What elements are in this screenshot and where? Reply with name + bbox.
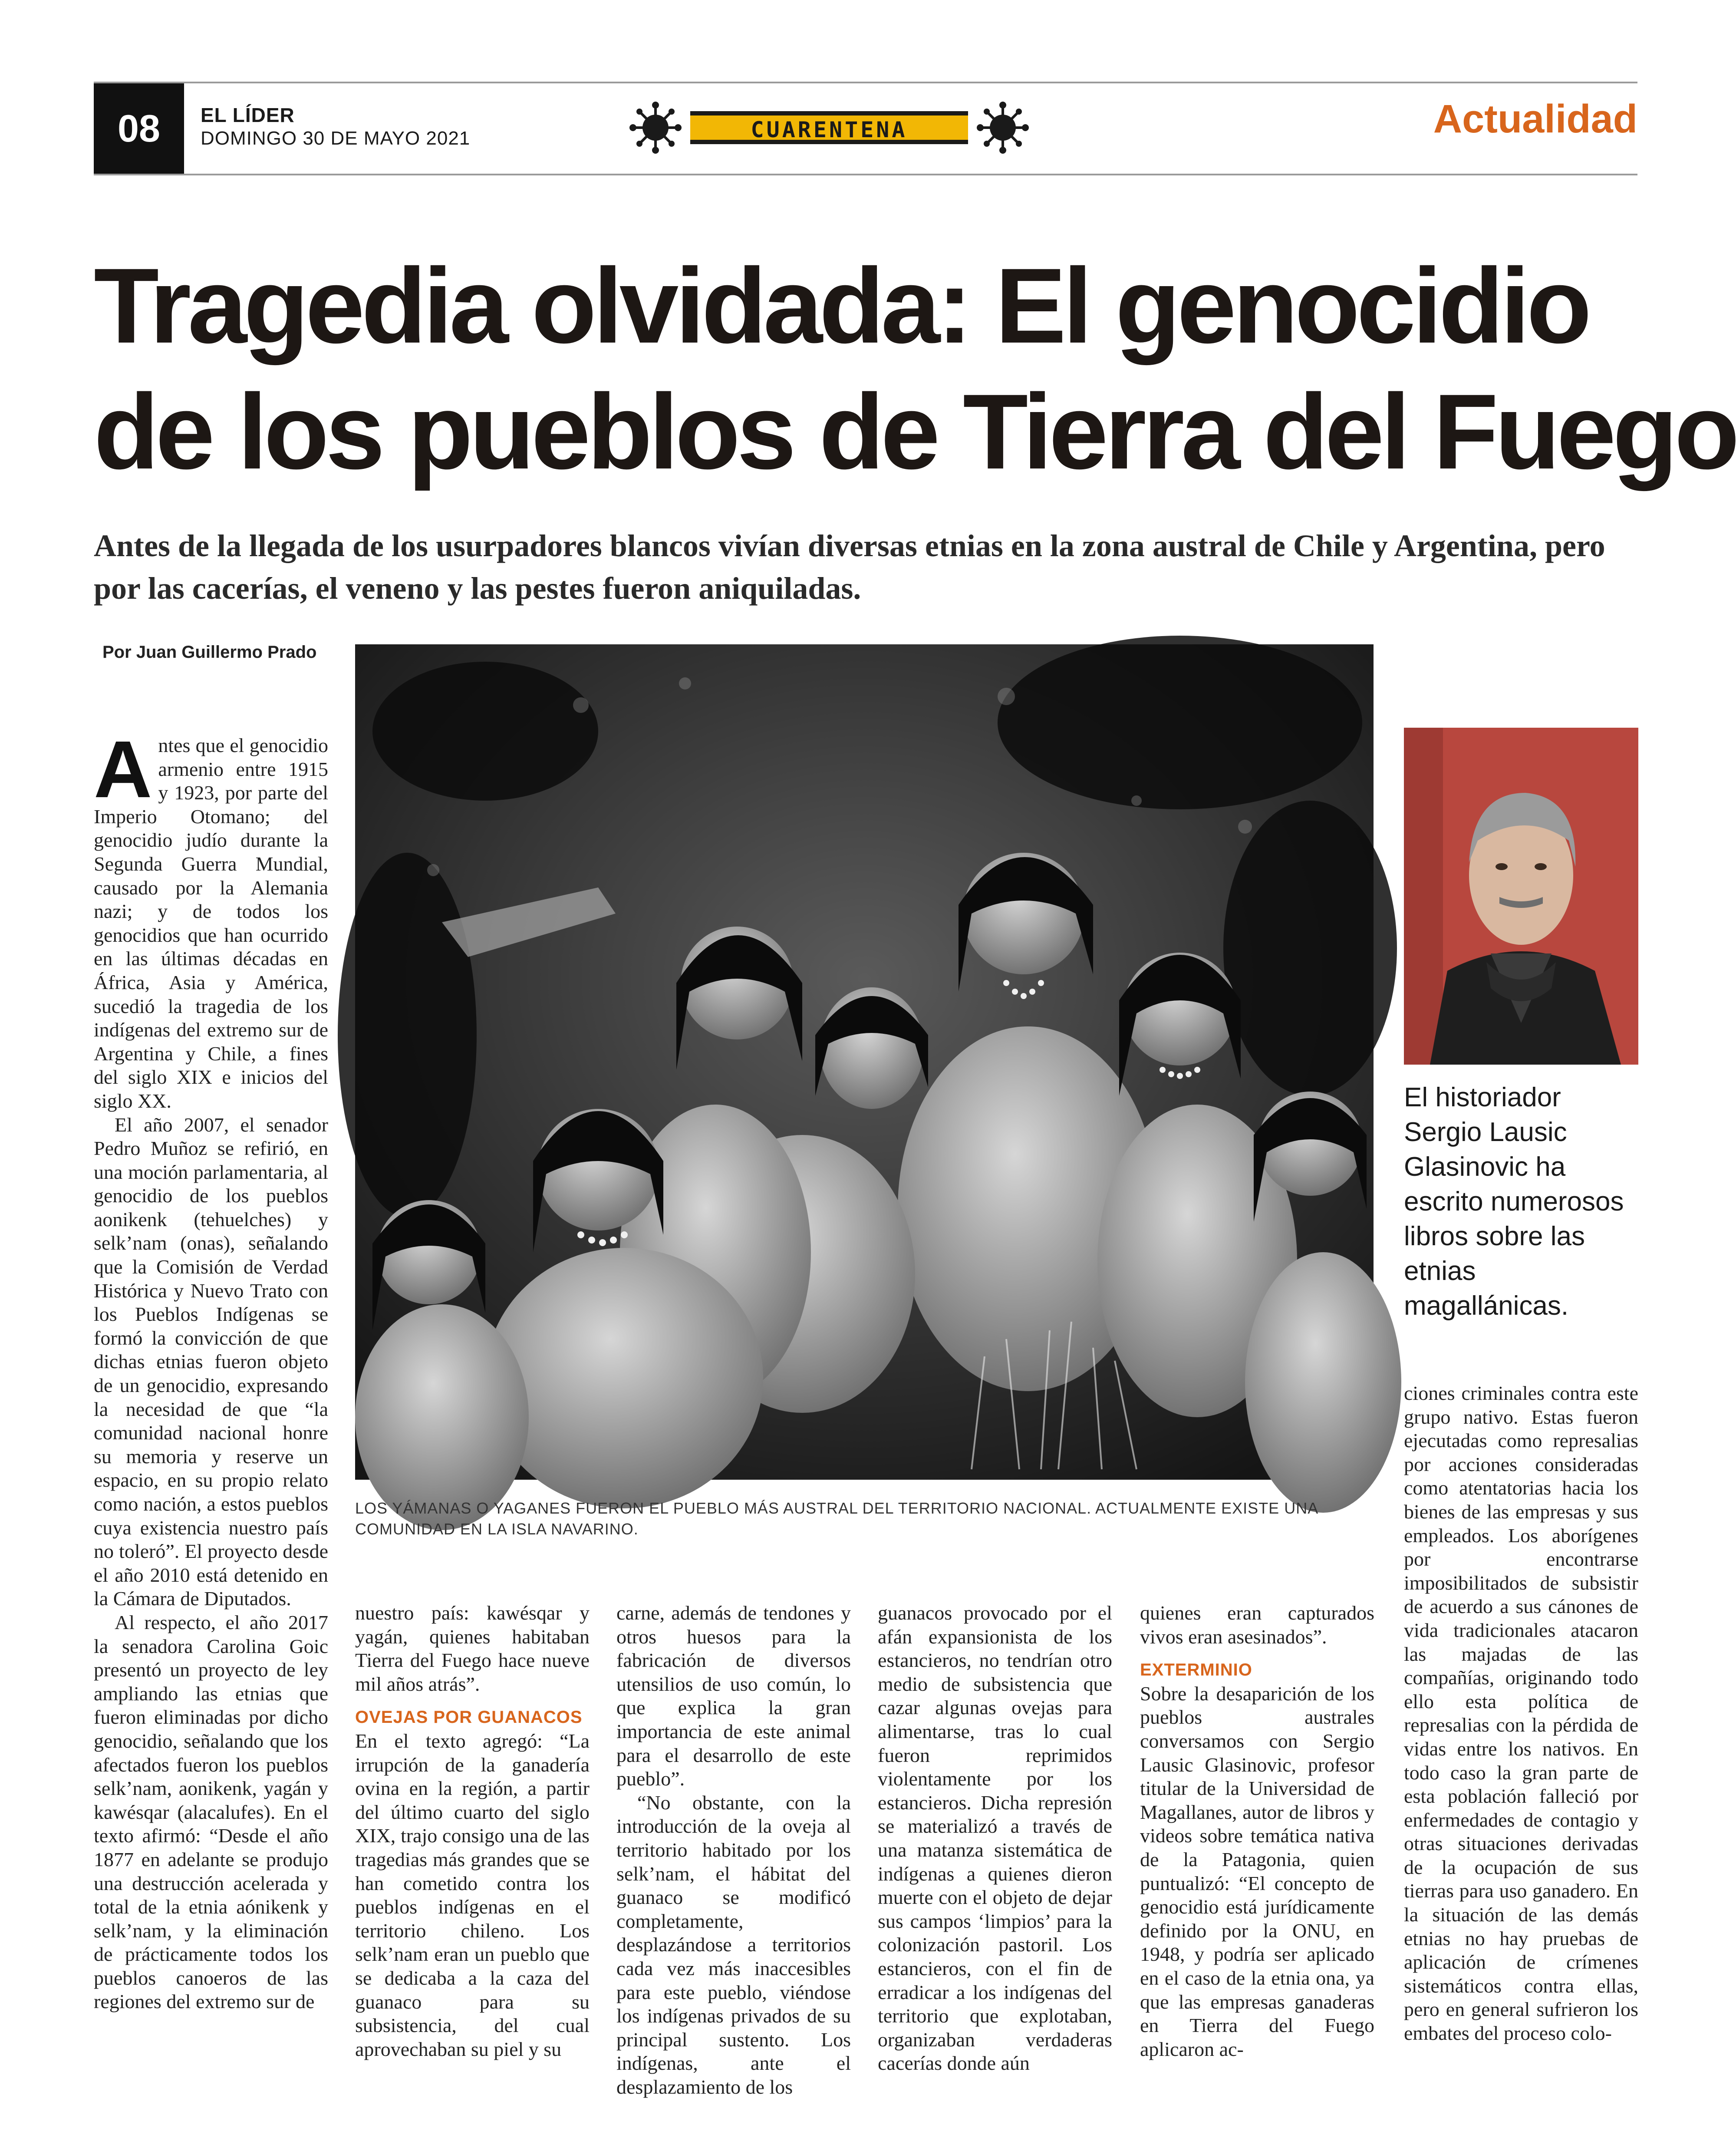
main-photo	[355, 644, 1374, 1480]
subheading-exterminio: EXTERMINIO	[1140, 1660, 1252, 1680]
col1-paragraph-3: Al respecto, el año 2017 la senadora Carolina Goic presentó un proyecto de ley ampliando las etnias que fueron eliminadas por dicho genocidio, señalando que los afectados fueron los pueblos selk’nam, aonikenk, yagán y kawésqar (alacalufes). En el texto afirmó: “Desde el año 1877 en adelante se produjo una destrucción acelerada y total de la etnia aónikenk y selk’nam, y la eliminación de prácticamente todos los pueblos canoeros de las regiones del extremo sur de	[94, 1611, 328, 2013]
article-column-4	[878, 1601, 1112, 2075]
col5-paragraph-2: Sobre la desaparición de los pueblos australes conversamos con Sergio Lausic Glasinovic, profesor titular de la Universidad de Magallanes, autor de libros y videos sobre temática nativa de la Patagonia, quien puntualizó: “El concepto de genocidio está jurídicamente definido por la ONU, en 1948, y podría ser aplicado en el caso de la etnia ona, ya que las empresas ganaderas en Tierra del Fuego aplicaron ac-	[1140, 1682, 1374, 2060]
article-column-3	[616, 1601, 851, 2098]
logo-text: CUARENTENA	[751, 117, 908, 142]
col6-paragraph-1: ciones criminales contra este grupo nativo. Estas fueron ejecutadas como represalias por acciones consideradas como atentatorias hacia los bienes de las empresas y sus empleados. Los aborígenes por encontrarse imposibilitados de subsistir de acuerdo a sus cánones de vida tradicionales atacaron las majadas de las compañías, originando todo ello esta política de represalias con la pérdida de vidas entre los nativos. En todo caso la gran parte de esta población falleció por enfermedades de contagio y otras situaciones derivadas de la ocupación de sus tierras para uso ganadero. En la situación de las demás etnias no hay pruebas de aplicación de crímenes sistemáticos contra ellas, pero en general sufrieron los embates del proceso colo-	[1404, 1382, 1638, 2045]
cuarentena-logo	[625, 97, 1033, 158]
article-headline	[94, 243, 1736, 495]
col5-paragraph-1: quienes eran capturados vivos eran asesinados”.	[1140, 1602, 1374, 1648]
byline: Por Juan Guillermo Prado	[102, 643, 317, 662]
article-column-2	[355, 1601, 590, 2060]
headline-line-2: de los pueblos de Tierra del Fuego	[94, 372, 1736, 491]
subheading-ovejas: OVEJAS POR GUANACOS	[355, 1708, 583, 1727]
section-label: Actualidad	[1433, 97, 1637, 141]
article-subheadline: Antes de la llegada de los usurpadores blancos vivían diversas etnias en la zona austral de Chile y Argentina, pero por las cacerías, el veneno y las pestes fueron aniquiladas.	[94, 528, 1605, 606]
col2-paragraph-2: En el texto agregó: “La irrupción de la ganadería ovina en la región, a partir del último cuarto del siglo XIX, trajo consigo una de las tragedias más grandes que se han cometido contra los pueblos indígenas en el territorio chileno. Los selk’nam eran un pueblo que se dedicaba a la caza del guanaco para su subsistencia, del cual aprovechaban su piel y su	[355, 1729, 590, 2060]
header-top-rule	[94, 82, 1637, 83]
col3-paragraph-1: carne, además de tendones y otros huesos para la fabricación de diversos utensilios de uso común, lo que explica la gran importancia de este animal para el desarrollo de este pueblo”.	[616, 1602, 851, 1790]
col2-paragraph-1: nuestro país: kawésqar y yagán, quienes habitaban Tierra del Fuego hace nueve mil años atrás”.	[355, 1602, 590, 1695]
yamana-group-photo	[355, 644, 1374, 1480]
portrait-image	[1404, 728, 1638, 1065]
col3-paragraph-2: “No obstante, con la introducción de la oveja al territorio habitado por los selk’nam, el hábitat del guanaco se modificó completamente, desplazándose a territorios cada vez más inaccesibles para este pueblo, viéndose los indígenas privados de su principal sustento. Los indígenas, ante el desplazamiento de los	[616, 1791, 851, 2098]
page-number: 08	[94, 83, 184, 174]
photo-caption: LOS YÁMANAS O YAGANES FUERON EL PUEBLO MÁS AUSTRAL DEL TERRITORIO NACIONAL. ACTUALMENTE EXISTE UNA COMUNIDAD EN LA ISLA NAVARINO.	[355, 1499, 1318, 1538]
headline-line-1: Tragedia olvidada: El genocidio	[94, 246, 1588, 366]
header-bottom-rule	[94, 174, 1637, 175]
historian-portrait	[1404, 728, 1638, 1065]
publication-date: DOMINGO 30 DE MAYO 2021	[201, 128, 471, 149]
col1-paragraph-1: ntes que el genocidio armenio entre 1915 y 1923, por parte del Imperio Otomano; del genocidio judío durante la Segunda Guerra Mundial, causado por la Alemania nazi; y de todos los genocidios que han ocurrido en las últimas décadas en África, Asia y América, sucedió la tragedia de los indígenas del extremo sur de Argentina y Chile, a fines del siglo XIX e inicios del siglo XX.	[94, 734, 328, 1112]
article-column-1	[94, 725, 328, 2054]
col4-paragraph-1: guanacos provocado por el afán expansionista de los estancieros, no tendrían otro medio de subsistencia que cazar algunas ovejas para alimentarse, tras lo cual fueron reprimidos violentamente por los estancieros. Dicha represión se materializó a través de una matanza sistemática de indígenas a quienes dieron muerte con el objeto de dejar sus campos ‘limpios’ para la colonización pastoril. Los estancieros, con el fin de erradicar a los indígenas del territorio que explotaban, organizaban verdaderas cacerías donde aún	[878, 1602, 1112, 2075]
newspaper-name: EL LÍDER	[201, 104, 295, 126]
portrait-caption: El historiador Sergio Lausic Glasinovic ha escrito numerosos libros sobre las etnias magallánicas.	[1404, 1082, 1624, 1321]
col1-paragraph-2: El año 2007, el senador Pedro Muñoz se refirió, en una moción parlamentaria, al genocidio de los pueblos aonikenk (tehuelches) y selk’nam (onas), señalando que la Comisión de Verdad Histórica y Nuevo Trato con los Pueblos Indígenas se formó la convicción de que dichas etnias fueron objeto de un genocidio, expresando la necesidad de que “la comunidad nacional honre su memoria y reserve un espacio, en su propio relato como nación, a estos pueblos cuya existencia nuestro país no toleró”. El proyecto desde el año 2010 está detenido en la Cámara de Diputados.	[94, 1113, 328, 1610]
article-column-6	[1404, 1382, 1638, 2054]
drop-cap: A	[94, 725, 152, 815]
article-column-5	[1140, 1601, 1374, 2060]
